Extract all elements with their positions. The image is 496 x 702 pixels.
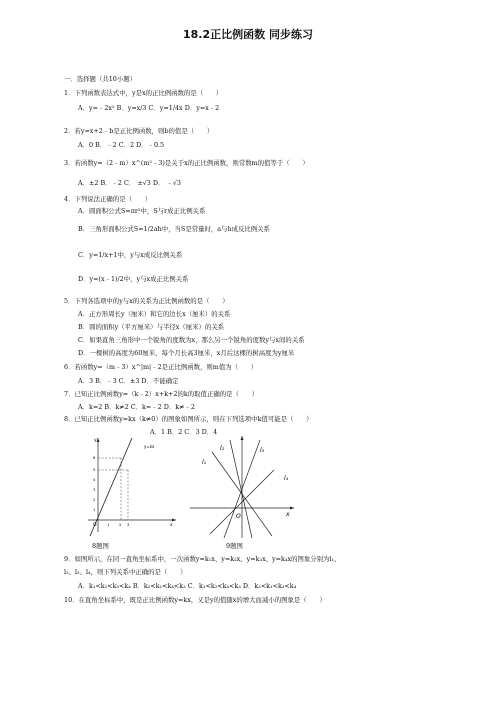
y-axis-arrow-icon [241, 436, 244, 440]
x-axis-label: x [170, 523, 173, 528]
question-5: 5．下列各选项中的y与x的关系为正比例函数的是（ ） [64, 297, 229, 305]
y-tick-3: 3 [93, 487, 96, 492]
y-tick-5: 5 [93, 467, 96, 472]
x-tick-3: 3 [127, 522, 130, 527]
origin-label: O [93, 523, 97, 528]
label-l2: l₂ [220, 445, 225, 452]
page-title: 18.2正比例函数 同步练习 [183, 28, 313, 41]
figure-8-graph [84, 436, 180, 536]
label-l1: l₁ [202, 459, 207, 466]
y-axis-label: y [94, 438, 97, 443]
label-l4: l₄ [284, 475, 289, 482]
y-tick-1: 1 [93, 507, 96, 512]
question-1: 1．下列函数表达式中，y是x的正比例函数的是（ ） [64, 89, 223, 97]
question-6: 6．若函数y=（m﹣3）x^|m|﹣2是正比例函数，则m值为（ ） [64, 363, 258, 371]
question-2: 2．若y=x+2﹣b是正比例函数，则b的值是（ ） [64, 127, 214, 135]
line-y-kx [90, 438, 132, 536]
question-2-options: A．0 B．﹣2 C．2 D．﹣0.5 [78, 141, 165, 149]
question-6-options: A．3 B．﹣3 C．±3 D．不能确定 [78, 377, 179, 385]
x-tick-1: 1 [107, 522, 110, 527]
question-4-option-a: A．圆面积公式S=πr²中，S与r成正比例关系 [78, 207, 206, 215]
question-4-option-c: C．y=1/x+1中，y与x成反比例关系 [78, 251, 183, 259]
line-l2 [230, 440, 252, 538]
figure-8-caption: 8题图 [92, 542, 109, 550]
question-7-options: A．k=2 B．k≠2 C．k=﹣2 D．k≠﹣2 [78, 403, 195, 411]
x-axis-label: x [286, 511, 290, 518]
question-10: 10．在直角坐标系中，既是正比例函数y=kx，又是y的值随x的增大而减小的图象是（ ） [64, 596, 326, 604]
question-5-option-a: A．正方形周长y（厘米）和它的边长x（厘米）的关系 [78, 310, 231, 318]
question-8-options: A．1 B．2 C．3 D．4 [150, 428, 218, 436]
question-9: 9．如图所示，在同一直角坐标系中，一次函数y=k₁x、y=k₂x、y=k₃x、y=k₄x的图象分别为l₁、 [64, 555, 341, 563]
question-4-option-d: D．y=(x﹣1)/2中，y与x成正比例关系 [78, 275, 189, 283]
question-5-option-b: B．圆的面积y（平方厘米）与半径x（厘米）的关系 [78, 323, 225, 331]
question-7: 7．已知正比例函数y=（k﹣2）x+k+2的k的取值正确的是（ ） [64, 390, 259, 398]
label-l3: l₃ [260, 447, 265, 454]
x-tick-2: 2 [119, 522, 122, 527]
question-3: 3．若函数y=（2﹣m）x^(m²﹣3)是关于x的正比例函数，则常数m的值等于（ ） [64, 159, 309, 167]
y-axis-arrow-icon [97, 438, 100, 442]
figure-9-caption: 9题图 [226, 542, 243, 550]
x-axis-arrow-icon [172, 519, 176, 522]
question-3-options: A．±2 B．﹣2 C． ±√3 D． ﹣√3 [78, 179, 181, 187]
section-heading: 一．选择题（共10小题） [64, 75, 137, 83]
question-4: 4．下列说法正确的是（ ） [64, 195, 152, 203]
origin-label: O [236, 513, 241, 520]
question-5-option-c: C．如果直角三角形中一个锐角的度数为x，那么另一个锐角的度数y与x间的关系 [78, 336, 305, 344]
y-tick-2: 2 [93, 497, 96, 502]
figure-9-graph [190, 436, 300, 540]
question-1-options: A．y=﹣2x² B．y=x/3 C．y=1/4x D．y=x﹣2 [78, 104, 220, 112]
y-tick-4: 4 [93, 477, 96, 482]
line-label: y=kx [144, 444, 155, 449]
question-8: 8．已知正比例函数y=kx（k≠0）的图象如图所示，则在下列选项中k值可能是（ ） [64, 415, 313, 423]
question-5-option-d: D．一棵树的高度为60厘米，每个月长高3厘米，x月后这棵的树高度为y厘米 [78, 349, 295, 357]
y-tick-6: 6 [93, 455, 96, 460]
question-4-option-b: B．三角形面积公式S=1/2ah中，当S是常量时，a与h成反比例关系 [78, 225, 270, 233]
question-9-continued: l₂、l₃、l₄，则下列关系中正确的是（ ） [64, 568, 187, 576]
question-9-options: A．k₁<k₂<k₃<k₄ B．k₂<k₁<k₄<k₃ C．k₁<k₂<k₄<k₃ D．k₂<k₁<k₃<k₄ [78, 582, 297, 590]
x-axis-arrow-icon [290, 507, 294, 510]
